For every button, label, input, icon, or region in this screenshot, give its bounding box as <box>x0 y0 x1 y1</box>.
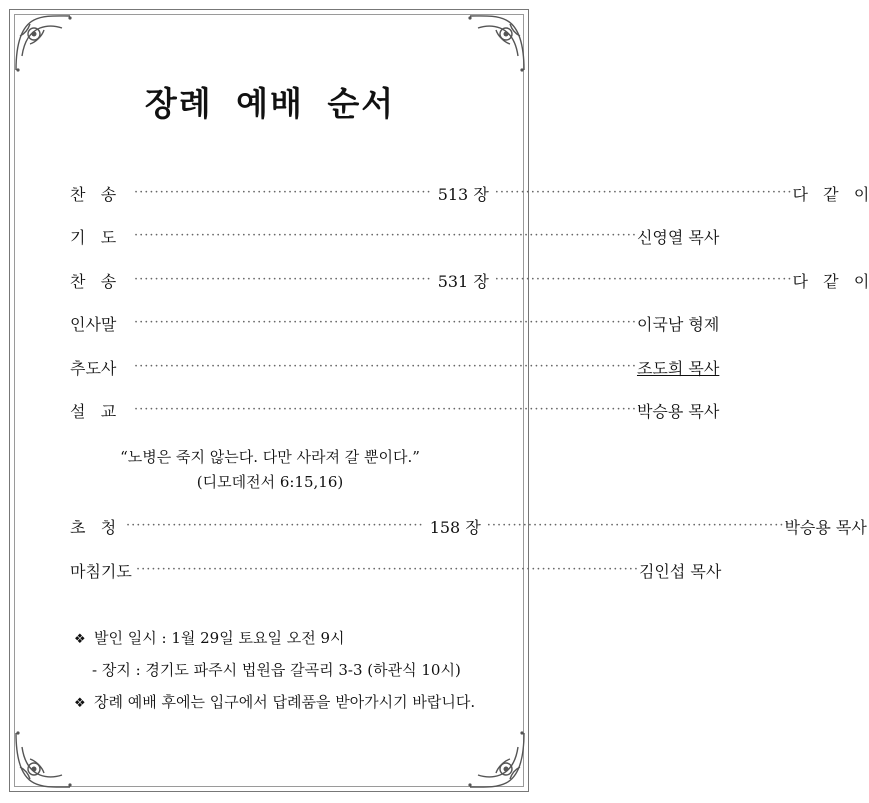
order-label: 추도사 <box>70 358 117 378</box>
note-gift <box>74 691 475 712</box>
leader-dots: ·································································································· <box>134 315 637 330</box>
order-label: 초 청 <box>70 517 117 537</box>
order-row-invitation <box>70 511 867 541</box>
note-departure-time <box>74 627 345 648</box>
leader-dots: ·························································· <box>134 272 432 287</box>
order-person: 다 같 이 <box>792 271 869 291</box>
order-label: 설 교 <box>70 401 117 421</box>
sermon-quote: “노병은 죽지 않는다. 다만 사라져 갈 뿐이다.” <box>120 448 420 466</box>
order-person: 조도희 목사 <box>636 358 720 378</box>
ornament-corner-top-left-icon <box>12 12 74 74</box>
leader-dots: ·································································································· <box>136 562 639 577</box>
order-person: 다 같 이 <box>792 184 869 204</box>
sermon-scripture: (디모데전서 6:15,16) <box>196 473 344 491</box>
order-label: 찬 송 <box>70 184 117 204</box>
order-row-closing-prayer <box>70 555 722 585</box>
leader-dots: ·························································· <box>134 185 432 200</box>
ornament-corner-bottom-left-icon <box>12 729 74 791</box>
order-row-hymn-1 <box>70 178 869 208</box>
order-row-sermon <box>70 395 720 425</box>
hymn-number: 531 장 <box>437 271 489 291</box>
order-person: 이국남 형제 <box>636 314 720 334</box>
leader-dots: ·································································································· <box>134 359 637 374</box>
order-label: 찬 송 <box>70 271 117 291</box>
order-person: 박승용 목사 <box>636 401 720 421</box>
order-person: 김인섭 목사 <box>638 561 722 581</box>
order-row-prayer <box>70 221 720 251</box>
order-person: 신영열 목사 <box>636 227 720 247</box>
order-label: 마침기도 <box>70 561 132 581</box>
diamond-bullet-icon: ❖ <box>74 632 86 647</box>
note-text: 장례 예배 후에는 입구에서 답례품을 받아가시기 바랍니다. <box>94 693 476 711</box>
order-row-hymn-2 <box>70 265 869 295</box>
diamond-bullet-icon: ❖ <box>74 696 86 711</box>
leader-dots: ·································································································· <box>134 228 637 243</box>
hymn-number: 513 장 <box>437 184 489 204</box>
ornament-corner-bottom-right-icon <box>466 729 528 791</box>
note-burial-place: - 장지 : 경기도 파주시 법원읍 갈곡리 3-3 (하관식 10시) <box>92 661 461 679</box>
order-row-eulogy <box>70 352 720 382</box>
hymn-number: 158 장 <box>429 517 481 537</box>
leader-dots: ·································································································· <box>134 402 637 417</box>
page-title: 장례 예배 순서 <box>144 84 396 123</box>
leader-dots: ·························································· <box>486 518 785 533</box>
ornament-corner-top-right-icon <box>466 12 528 74</box>
order-label: 기 도 <box>70 227 117 247</box>
order-row-greeting <box>70 308 720 338</box>
order-person: 박승용 목사 <box>784 517 867 537</box>
note-text: 발인 일시 : 1월 29일 토요일 오전 9시 <box>94 629 345 647</box>
leader-dots: ·························································· <box>126 518 424 533</box>
leader-dots: ·························································· <box>494 272 793 287</box>
leader-dots: ·························································· <box>494 185 793 200</box>
order-label: 인사말 <box>70 314 117 334</box>
